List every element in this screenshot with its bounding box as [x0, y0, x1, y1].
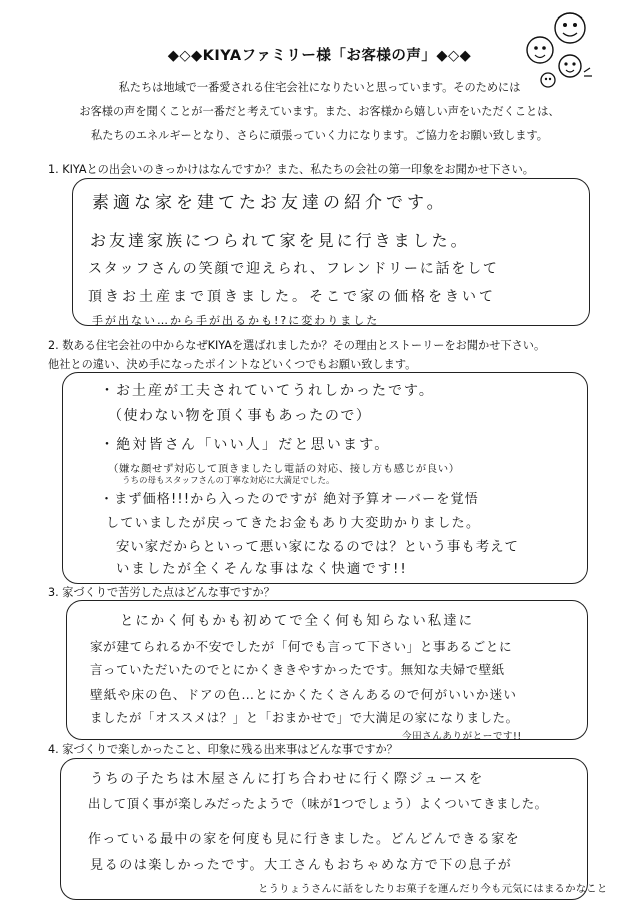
survey-intro: [0, 76, 639, 148]
question-2-sublabel: 他社との違い、決め手になったポイントなどいくつでもお願い致します。: [48, 358, 417, 371]
answer-2-line: 安い家だからといって悪い家になるのでは？という事も考えて: [116, 540, 519, 555]
answer-3-line: ましたが「オススメは？」と「おまかせで」で大満足の家になりました。: [90, 710, 519, 725]
answer-4-line: うちの子たちは木屋さんに打ち合わせに行く際ジュースを: [90, 772, 485, 787]
answer-4-line: 見るのは楽しかったです。大工さんもおちゃめな方で下の息子が: [90, 858, 513, 873]
answer-4-line: 出して頂く事が楽しみだったようで（味が1つでしょう）よくついてきました。: [88, 796, 548, 811]
answer-3-line: とにかく何もかも初めてで全く何も知らない私達に: [120, 614, 474, 629]
answer-2-line: いましたが全くそんな事はなく快適です!!: [116, 562, 408, 577]
answer-1-line: スタッフさんの笑顔で迎えられ、フレンドリーに話をして: [88, 261, 499, 277]
question-3-label: 3. 家づくりで苦労した点はどんな事ですか？: [48, 586, 275, 599]
survey-title: ◆◇◆KIYAファミリー様「お客様の声」◆◇◆: [167, 48, 472, 64]
answer-4-line: 作っている最中の家を何度も見に行きました。どんどんできる家を: [88, 832, 521, 847]
answer-2-line: していましたが戻ってきたお金もあり大変助かりました。: [106, 516, 481, 531]
intro-line: お客様の声を聞くことが一番だと考えています。また、お客様から嬉しい声をいただくことは、: [79, 105, 560, 118]
answer-3-line: 言っていただいたのでとにかくききやすかったです。無知な夫婦で壁紙: [90, 662, 505, 677]
question-1-label: 1. KIYAとの出会いのきっかけはなんですか？また、私たちの会社の第一印象をお聞かせ下さい。: [48, 163, 534, 176]
answer-3-line: 家が建てられるか不安でしたが「何でも言って下さい」と事あるごとに: [90, 639, 513, 654]
answer-3-line: 今田さんありがとーです!!: [402, 731, 522, 742]
answer-2-line: （使わない物を頂く事もあったので）: [108, 408, 372, 424]
intro-line: 私たちのエネルギーとなり、さらに頑張っていく力になります。ご協力をお願い致します。: [91, 129, 548, 142]
answer-1-line: お友達家族につられて家を見に行きました。: [90, 231, 470, 250]
answer-2-line: ・絶対皆さん「いい人」だと思います。: [100, 437, 391, 453]
intro-line: 私たちは地域で一番愛される住宅会社になりたいと思っています。そのためには: [118, 81, 521, 94]
answer-2-line: うちの母もスタッフさんの丁寧な対応に大満足でした。: [122, 476, 335, 486]
answer-1-line: 手が出ない…から手が出るかも!?に変わりました: [92, 314, 380, 327]
answer-4-line: とうりょうさんに話をしたりお菓子を運んだり今も元気にはまるかなこと: [258, 883, 608, 895]
answer-1-line: 頂きお土産まで頂きました。そこで家の価格をきいて: [88, 289, 496, 305]
question-2-label: 2. 数ある住宅会社の中からなぜKIYAを選ばれましたか？その理由とストーリーをお聞かせ下さい。: [48, 339, 546, 352]
answer-2-line: ・まず価格!!!から入ったのですが 絶対予算オーバーを覚悟: [100, 492, 479, 507]
answer-2-line: ・お土産が工夫されていてうれしかったです。: [100, 383, 435, 399]
answer-2-line: （嫌な顔せず対応して頂きましたし電話の対応、接し方も感じが良い）: [108, 463, 460, 475]
answer-3-line: 壁紙や床の色、ドアの色…とにかくたくさんあるので何がいいか迷い: [90, 687, 518, 702]
question-4-label: 4. 家づくりで楽しかったこと、印象に残る出来事はどんな事ですか？: [48, 743, 398, 756]
answer-1-line: 素適な家を建てたお友達の紹介です。: [92, 193, 448, 213]
